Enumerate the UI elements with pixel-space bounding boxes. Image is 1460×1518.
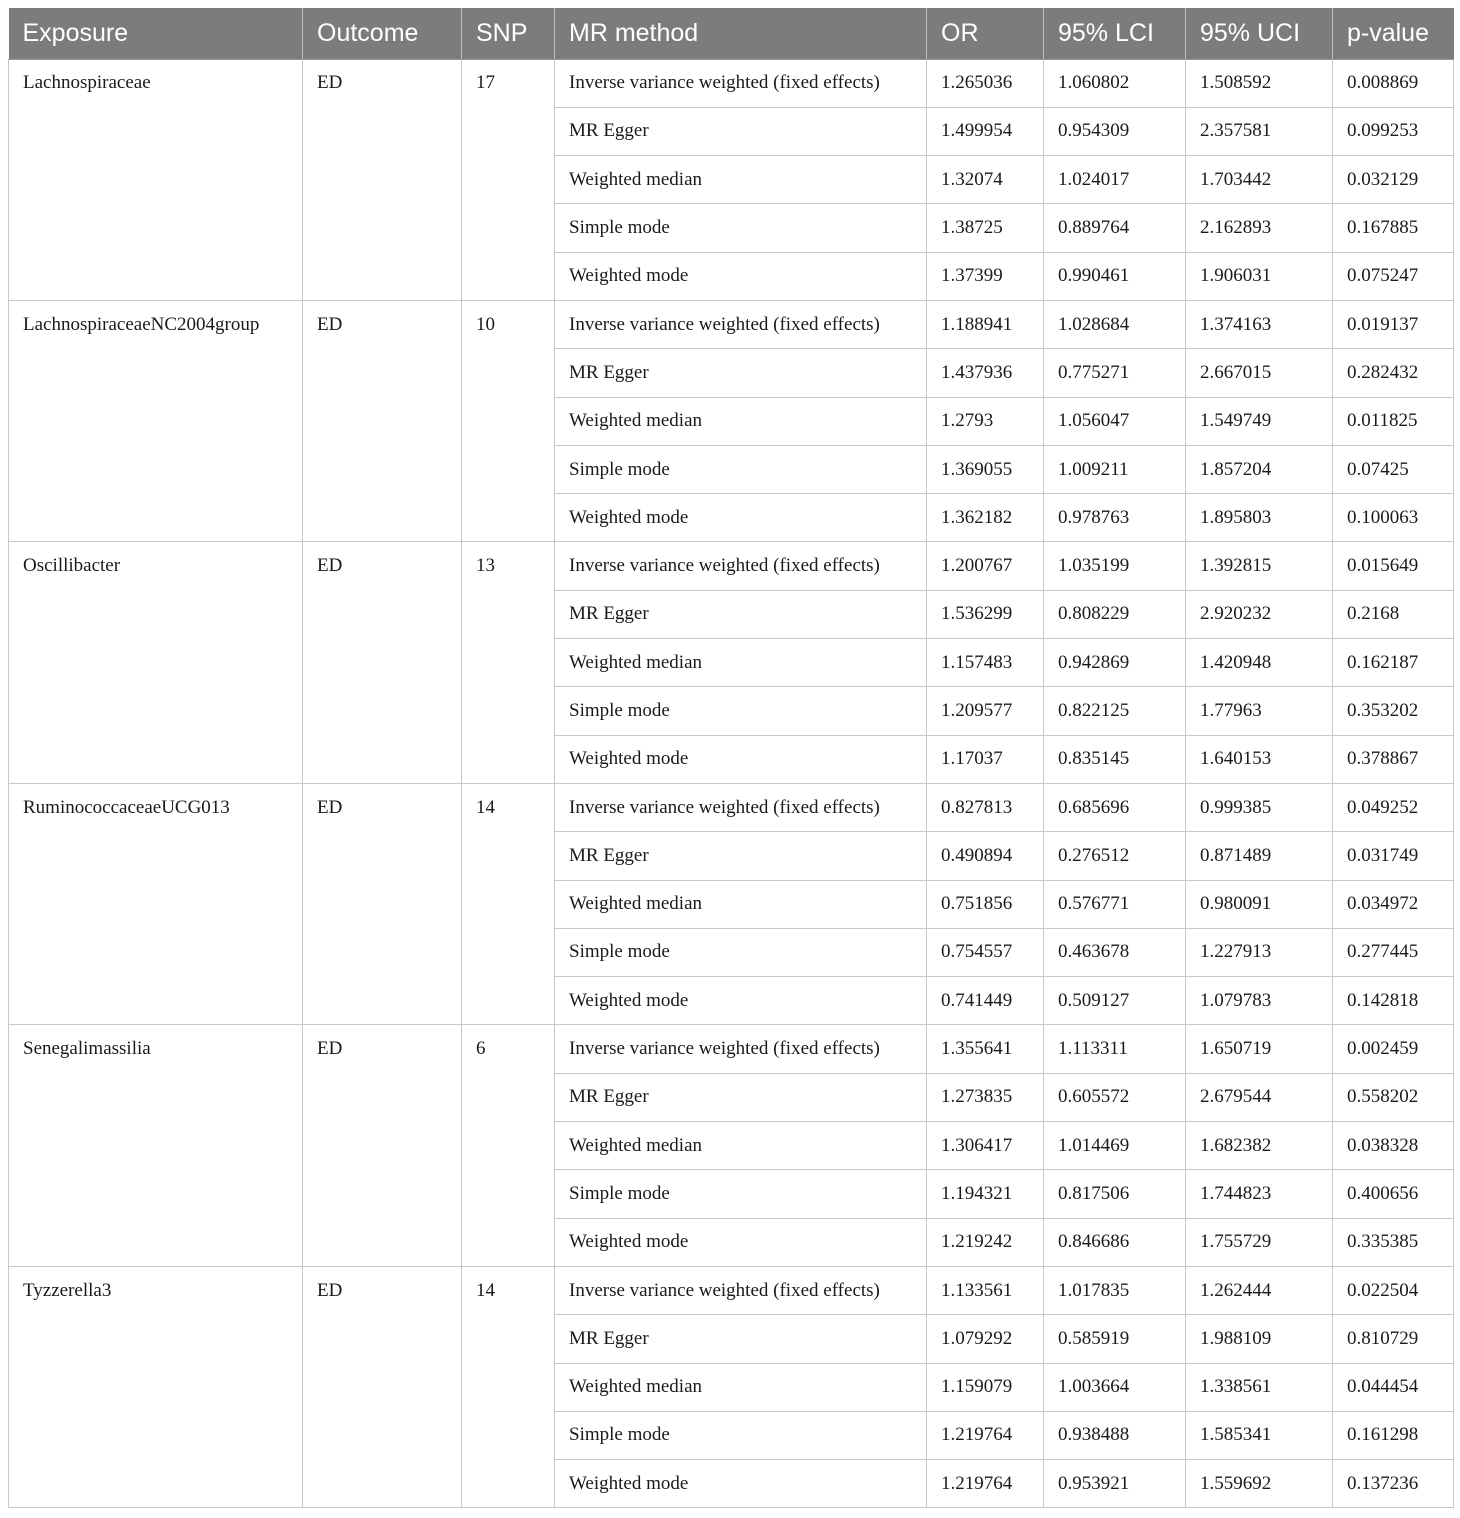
cell-lci: 1.003664 <box>1044 1363 1186 1411</box>
cell-exposure <box>9 735 303 783</box>
cell-mr-method: Weighted median <box>555 397 927 445</box>
cell-exposure <box>9 1363 303 1411</box>
cell-exposure <box>9 494 303 542</box>
cell-lci: 0.276512 <box>1044 832 1186 880</box>
cell-or: 1.38725 <box>927 204 1044 252</box>
table-row <box>9 1315 1454 1363</box>
table-row <box>9 107 1454 155</box>
cell-snp: 14 <box>462 783 555 831</box>
table-row <box>9 1218 1454 1266</box>
cell-uci: 1.262444 <box>1186 1266 1333 1314</box>
cell-uci: 2.679544 <box>1186 1073 1333 1121</box>
cell-mr-method: MR Egger <box>555 590 927 638</box>
cell-exposure <box>9 590 303 638</box>
cell-p-value: 0.011825 <box>1333 397 1454 445</box>
cell-p-value: 0.032129 <box>1333 156 1454 204</box>
cell-exposure <box>9 445 303 493</box>
cell-exposure <box>9 1218 303 1266</box>
cell-mr-method: Weighted mode <box>555 977 927 1025</box>
cell-lci: 1.113311 <box>1044 1025 1186 1073</box>
cell-outcome <box>303 494 462 542</box>
header-mr-method: MR method <box>555 8 927 59</box>
cell-mr-method: Weighted median <box>555 880 927 928</box>
cell-snp <box>462 397 555 445</box>
mr-results-table <box>8 8 1454 1508</box>
table-row <box>9 1073 1454 1121</box>
cell-snp <box>462 494 555 542</box>
cell-exposure <box>9 156 303 204</box>
header-snp: SNP <box>462 8 555 59</box>
cell-snp <box>462 590 555 638</box>
cell-snp <box>462 1218 555 1266</box>
cell-exposure: Oscillibacter <box>9 542 303 590</box>
cell-lci: 0.463678 <box>1044 928 1186 976</box>
table-row <box>9 59 1454 107</box>
cell-mr-method: Inverse variance weighted (fixed effects) <box>555 783 927 831</box>
cell-snp: 10 <box>462 300 555 348</box>
cell-outcome <box>303 1315 462 1363</box>
cell-mr-method: Weighted mode <box>555 1460 927 1508</box>
cell-lci: 1.028684 <box>1044 300 1186 348</box>
table-row <box>9 639 1454 687</box>
cell-uci: 2.357581 <box>1186 107 1333 155</box>
cell-or: 1.133561 <box>927 1266 1044 1314</box>
cell-mr-method: MR Egger <box>555 1315 927 1363</box>
cell-outcome: ED <box>303 300 462 348</box>
cell-uci: 0.999385 <box>1186 783 1333 831</box>
cell-snp <box>462 1170 555 1218</box>
cell-p-value: 0.002459 <box>1333 1025 1454 1073</box>
cell-uci: 1.703442 <box>1186 156 1333 204</box>
cell-exposure <box>9 1460 303 1508</box>
cell-uci: 1.508592 <box>1186 59 1333 107</box>
header-p-value: p-value <box>1333 8 1454 59</box>
cell-p-value: 0.075247 <box>1333 252 1454 300</box>
cell-p-value: 0.353202 <box>1333 687 1454 735</box>
cell-or: 0.490894 <box>927 832 1044 880</box>
cell-exposure: Tyzzerella3 <box>9 1266 303 1314</box>
cell-p-value: 0.378867 <box>1333 735 1454 783</box>
cell-uci: 1.895803 <box>1186 494 1333 542</box>
cell-p-value: 0.022504 <box>1333 1266 1454 1314</box>
table-row <box>9 156 1454 204</box>
cell-or: 1.362182 <box>927 494 1044 542</box>
cell-exposure <box>9 397 303 445</box>
cell-or: 1.17037 <box>927 735 1044 783</box>
cell-p-value: 0.282432 <box>1333 349 1454 397</box>
table-row <box>9 397 1454 445</box>
cell-p-value: 0.810729 <box>1333 1315 1454 1363</box>
cell-exposure <box>9 687 303 735</box>
cell-lci: 0.822125 <box>1044 687 1186 735</box>
table-row <box>9 928 1454 976</box>
cell-exposure <box>9 204 303 252</box>
cell-uci: 1.857204 <box>1186 445 1333 493</box>
table-row <box>9 349 1454 397</box>
cell-mr-method: Weighted median <box>555 156 927 204</box>
cell-lci: 0.685696 <box>1044 783 1186 831</box>
cell-p-value: 0.558202 <box>1333 1073 1454 1121</box>
cell-or: 1.219764 <box>927 1460 1044 1508</box>
cell-lci: 0.775271 <box>1044 349 1186 397</box>
cell-or: 1.157483 <box>927 639 1044 687</box>
cell-or: 1.200767 <box>927 542 1044 590</box>
cell-p-value: 0.277445 <box>1333 928 1454 976</box>
cell-snp <box>462 977 555 1025</box>
cell-uci: 1.755729 <box>1186 1218 1333 1266</box>
cell-mr-method: Inverse variance weighted (fixed effects) <box>555 542 927 590</box>
cell-outcome: ED <box>303 783 462 831</box>
table-row <box>9 300 1454 348</box>
table-row <box>9 832 1454 880</box>
cell-lci: 0.605572 <box>1044 1073 1186 1121</box>
cell-p-value: 0.2168 <box>1333 590 1454 638</box>
cell-mr-method: Inverse variance weighted (fixed effects) <box>555 1266 927 1314</box>
cell-outcome <box>303 1363 462 1411</box>
cell-outcome <box>303 880 462 928</box>
cell-or: 1.188941 <box>927 300 1044 348</box>
table-row <box>9 977 1454 1025</box>
cell-lci: 0.942869 <box>1044 639 1186 687</box>
header-row <box>9 8 1454 59</box>
header-or: OR <box>927 8 1044 59</box>
cell-lci: 1.009211 <box>1044 445 1186 493</box>
cell-lci: 1.017835 <box>1044 1266 1186 1314</box>
cell-snp <box>462 349 555 397</box>
cell-exposure: Lachnospiraceae <box>9 59 303 107</box>
cell-p-value: 0.142818 <box>1333 977 1454 1025</box>
cell-p-value: 0.162187 <box>1333 639 1454 687</box>
cell-snp <box>462 1460 555 1508</box>
cell-mr-method: Weighted median <box>555 639 927 687</box>
cell-or: 1.499954 <box>927 107 1044 155</box>
cell-uci: 1.549749 <box>1186 397 1333 445</box>
header-lci: 95% LCI <box>1044 8 1186 59</box>
table-row <box>9 880 1454 928</box>
cell-p-value: 0.031749 <box>1333 832 1454 880</box>
results-table-container <box>8 8 1453 1508</box>
cell-lci: 1.024017 <box>1044 156 1186 204</box>
cell-outcome: ED <box>303 1266 462 1314</box>
cell-outcome <box>303 687 462 735</box>
header-exposure: Exposure <box>9 8 303 59</box>
cell-snp <box>462 1411 555 1459</box>
cell-lci: 0.978763 <box>1044 494 1186 542</box>
cell-exposure <box>9 1122 303 1170</box>
cell-mr-method: Weighted mode <box>555 1218 927 1266</box>
cell-uci: 1.338561 <box>1186 1363 1333 1411</box>
cell-p-value: 0.015649 <box>1333 542 1454 590</box>
header-outcome: Outcome <box>303 8 462 59</box>
cell-uci: 1.374163 <box>1186 300 1333 348</box>
cell-p-value: 0.038328 <box>1333 1122 1454 1170</box>
cell-mr-method: Weighted mode <box>555 735 927 783</box>
cell-lci: 1.014469 <box>1044 1122 1186 1170</box>
cell-lci: 0.576771 <box>1044 880 1186 928</box>
cell-outcome <box>303 590 462 638</box>
cell-snp <box>462 1315 555 1363</box>
cell-lci: 0.889764 <box>1044 204 1186 252</box>
cell-outcome <box>303 156 462 204</box>
cell-exposure <box>9 1315 303 1363</box>
cell-snp <box>462 1073 555 1121</box>
cell-exposure <box>9 928 303 976</box>
table-row <box>9 590 1454 638</box>
table-row <box>9 252 1454 300</box>
cell-snp <box>462 107 555 155</box>
cell-or: 0.827813 <box>927 783 1044 831</box>
cell-or: 1.159079 <box>927 1363 1044 1411</box>
cell-or: 1.2793 <box>927 397 1044 445</box>
cell-p-value: 0.099253 <box>1333 107 1454 155</box>
cell-outcome <box>303 204 462 252</box>
cell-outcome <box>303 639 462 687</box>
cell-snp <box>462 204 555 252</box>
cell-outcome <box>303 1460 462 1508</box>
cell-uci: 1.585341 <box>1186 1411 1333 1459</box>
cell-uci: 2.667015 <box>1186 349 1333 397</box>
cell-or: 1.219764 <box>927 1411 1044 1459</box>
cell-uci: 1.392815 <box>1186 542 1333 590</box>
cell-outcome <box>303 735 462 783</box>
cell-lci: 1.056047 <box>1044 397 1186 445</box>
cell-outcome <box>303 107 462 155</box>
cell-p-value: 0.400656 <box>1333 1170 1454 1218</box>
cell-or: 1.32074 <box>927 156 1044 204</box>
cell-outcome: ED <box>303 59 462 107</box>
cell-mr-method: Inverse variance weighted (fixed effects) <box>555 1025 927 1073</box>
cell-uci: 1.640153 <box>1186 735 1333 783</box>
cell-lci: 1.035199 <box>1044 542 1186 590</box>
cell-uci: 1.988109 <box>1186 1315 1333 1363</box>
cell-p-value: 0.100063 <box>1333 494 1454 542</box>
cell-or: 0.741449 <box>927 977 1044 1025</box>
cell-or: 1.209577 <box>927 687 1044 735</box>
cell-snp <box>462 687 555 735</box>
table-row <box>9 1411 1454 1459</box>
cell-exposure <box>9 252 303 300</box>
cell-outcome <box>303 397 462 445</box>
cell-snp <box>462 252 555 300</box>
cell-uci: 1.079783 <box>1186 977 1333 1025</box>
table-row <box>9 1122 1454 1170</box>
cell-lci: 1.060802 <box>1044 59 1186 107</box>
cell-snp: 13 <box>462 542 555 590</box>
cell-p-value: 0.335385 <box>1333 1218 1454 1266</box>
cell-or: 1.306417 <box>927 1122 1044 1170</box>
cell-or: 1.194321 <box>927 1170 1044 1218</box>
cell-or: 1.273835 <box>927 1073 1044 1121</box>
cell-uci: 2.162893 <box>1186 204 1333 252</box>
cell-snp <box>462 880 555 928</box>
cell-p-value: 0.044454 <box>1333 1363 1454 1411</box>
cell-or: 1.536299 <box>927 590 1044 638</box>
cell-outcome <box>303 445 462 493</box>
cell-outcome: ED <box>303 1025 462 1073</box>
table-row <box>9 1460 1454 1508</box>
cell-exposure: RuminococcaceaeUCG013 <box>9 783 303 831</box>
cell-outcome <box>303 1218 462 1266</box>
table-row <box>9 494 1454 542</box>
cell-mr-method: MR Egger <box>555 832 927 880</box>
cell-p-value: 0.049252 <box>1333 783 1454 831</box>
cell-uci: 1.650719 <box>1186 1025 1333 1073</box>
cell-exposure: LachnospiraceaeNC2004group <box>9 300 303 348</box>
cell-lci: 0.808229 <box>1044 590 1186 638</box>
cell-uci: 0.980091 <box>1186 880 1333 928</box>
cell-uci: 1.420948 <box>1186 639 1333 687</box>
cell-uci: 1.227913 <box>1186 928 1333 976</box>
cell-snp: 14 <box>462 1266 555 1314</box>
table-row <box>9 542 1454 590</box>
cell-lci: 0.846686 <box>1044 1218 1186 1266</box>
cell-outcome <box>303 977 462 1025</box>
cell-snp <box>462 832 555 880</box>
cell-uci: 1.559692 <box>1186 1460 1333 1508</box>
cell-or: 1.265036 <box>927 59 1044 107</box>
table-row <box>9 1266 1454 1314</box>
cell-snp: 17 <box>462 59 555 107</box>
cell-snp <box>462 639 555 687</box>
cell-mr-method: MR Egger <box>555 107 927 155</box>
cell-mr-method: Weighted mode <box>555 252 927 300</box>
cell-exposure <box>9 639 303 687</box>
cell-p-value: 0.137236 <box>1333 1460 1454 1508</box>
cell-outcome <box>303 1170 462 1218</box>
cell-exposure <box>9 880 303 928</box>
cell-lci: 0.990461 <box>1044 252 1186 300</box>
cell-uci: 0.871489 <box>1186 832 1333 880</box>
cell-outcome <box>303 928 462 976</box>
cell-p-value: 0.167885 <box>1333 204 1454 252</box>
cell-mr-method: Simple mode <box>555 687 927 735</box>
cell-outcome <box>303 349 462 397</box>
cell-mr-method: Weighted median <box>555 1363 927 1411</box>
cell-snp <box>462 1363 555 1411</box>
cell-uci: 1.744823 <box>1186 1170 1333 1218</box>
cell-mr-method: Weighted median <box>555 1122 927 1170</box>
table-body <box>9 59 1454 1508</box>
cell-lci: 0.938488 <box>1044 1411 1186 1459</box>
cell-lci: 0.509127 <box>1044 977 1186 1025</box>
cell-mr-method: Simple mode <box>555 1411 927 1459</box>
cell-outcome <box>303 252 462 300</box>
cell-outcome <box>303 1411 462 1459</box>
cell-mr-method: Weighted mode <box>555 494 927 542</box>
cell-exposure <box>9 832 303 880</box>
cell-exposure <box>9 1170 303 1218</box>
cell-lci: 0.817506 <box>1044 1170 1186 1218</box>
cell-uci: 1.906031 <box>1186 252 1333 300</box>
table-row <box>9 1025 1454 1073</box>
cell-snp <box>462 735 555 783</box>
cell-outcome <box>303 832 462 880</box>
cell-p-value: 0.161298 <box>1333 1411 1454 1459</box>
cell-mr-method: Simple mode <box>555 1170 927 1218</box>
cell-mr-method: Inverse variance weighted (fixed effects) <box>555 300 927 348</box>
cell-or: 1.355641 <box>927 1025 1044 1073</box>
cell-p-value: 0.07425 <box>1333 445 1454 493</box>
cell-outcome: ED <box>303 542 462 590</box>
cell-mr-method: Inverse variance weighted (fixed effects) <box>555 59 927 107</box>
cell-mr-method: Simple mode <box>555 204 927 252</box>
cell-mr-method: Simple mode <box>555 928 927 976</box>
cell-or: 1.219242 <box>927 1218 1044 1266</box>
cell-p-value: 0.008869 <box>1333 59 1454 107</box>
cell-exposure: Senegalimassilia <box>9 1025 303 1073</box>
table-header <box>9 8 1454 59</box>
cell-outcome <box>303 1073 462 1121</box>
cell-lci: 0.953921 <box>1044 1460 1186 1508</box>
cell-or: 1.437936 <box>927 349 1044 397</box>
header-uci: 95% UCI <box>1186 8 1333 59</box>
cell-snp <box>462 445 555 493</box>
cell-lci: 0.835145 <box>1044 735 1186 783</box>
cell-or: 1.37399 <box>927 252 1044 300</box>
table-row <box>9 783 1454 831</box>
cell-mr-method: MR Egger <box>555 349 927 397</box>
cell-exposure <box>9 1073 303 1121</box>
cell-uci: 1.77963 <box>1186 687 1333 735</box>
table-row <box>9 445 1454 493</box>
cell-exposure <box>9 977 303 1025</box>
table-row <box>9 1170 1454 1218</box>
cell-or: 1.079292 <box>927 1315 1044 1363</box>
cell-p-value: 0.019137 <box>1333 300 1454 348</box>
cell-exposure <box>9 107 303 155</box>
cell-snp <box>462 1122 555 1170</box>
cell-exposure <box>9 349 303 397</box>
cell-mr-method: Simple mode <box>555 445 927 493</box>
cell-lci: 0.585919 <box>1044 1315 1186 1363</box>
cell-p-value: 0.034972 <box>1333 880 1454 928</box>
cell-uci: 1.682382 <box>1186 1122 1333 1170</box>
cell-lci: 0.954309 <box>1044 107 1186 155</box>
cell-snp <box>462 156 555 204</box>
cell-snp: 6 <box>462 1025 555 1073</box>
cell-outcome <box>303 1122 462 1170</box>
cell-uci: 2.920232 <box>1186 590 1333 638</box>
table-row <box>9 735 1454 783</box>
cell-or: 0.754557 <box>927 928 1044 976</box>
cell-or: 0.751856 <box>927 880 1044 928</box>
table-row <box>9 1363 1454 1411</box>
table-row <box>9 687 1454 735</box>
cell-or: 1.369055 <box>927 445 1044 493</box>
cell-snp <box>462 928 555 976</box>
cell-exposure <box>9 1411 303 1459</box>
table-row <box>9 204 1454 252</box>
cell-mr-method: MR Egger <box>555 1073 927 1121</box>
